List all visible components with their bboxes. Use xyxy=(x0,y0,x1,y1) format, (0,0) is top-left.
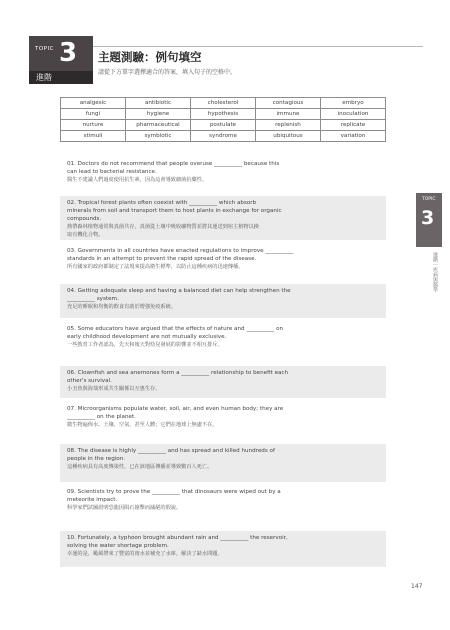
word-bank-cell: postulate xyxy=(191,120,256,131)
question-english-line: 06. Clownfish and sea anemones form a __________ relationship to benefit each xyxy=(67,370,289,376)
word-bank-cell: antibiotic xyxy=(126,98,191,109)
question-chinese-line: 醫生不建議人們過度使用抗生素，因為這會導致細菌抗藥性。 xyxy=(67,177,208,183)
question-chinese-line: 小丑魚與海葵形成共生關係以互惠生存。 xyxy=(67,386,161,392)
question-english-line: minerals from soil and transport them to host plants in exchange for organic xyxy=(67,208,282,214)
question-english-line: 10. Fortunately, a typhoon brought abundant rain and __________ the reservoir, xyxy=(67,535,288,541)
word-bank-row xyxy=(61,131,386,142)
question-chinese-line: 一些教育工作者認為，先天和後天對幼兒發展的影響並不相互排斥。 xyxy=(67,342,223,348)
page-title: 主題測驗：例句填空 xyxy=(98,50,202,64)
word-bank-cell: contagious xyxy=(256,98,321,109)
word-bank-cell: hypothesis xyxy=(191,109,256,120)
side-tab-text: 進階｜疾病與醫學 xyxy=(432,252,438,292)
word-bank-cell: ubiquitous xyxy=(256,131,321,142)
word-bank-table xyxy=(60,97,386,142)
question-english-line: can lead to bacterial resistance. xyxy=(67,169,157,175)
topic-number: 3 xyxy=(59,38,78,68)
question-chinese-line: 科學家們試圖證明恐龍因隕石撞擊而滅絕的假說。 xyxy=(67,505,182,511)
word-bank-cell: inoculation xyxy=(321,109,386,120)
side-topic-tab xyxy=(416,193,442,247)
question-english-line: standards in an attempt to prevent the rapid spread of the disease. xyxy=(67,256,257,262)
question-english-line: 02. Tropical forest plants often coexist with __________ which absorb xyxy=(67,200,257,206)
question-english-line: 01. Doctors do not recommend that people overuse __________ because this xyxy=(67,161,280,167)
question-english-line: 05. Some educators have argued that the effects of nature and __________ on xyxy=(67,326,284,332)
question-english-line: 08. The disease is highly __________ and has spread and killed hundreds of xyxy=(67,448,275,454)
side-tab-label: TOPIC xyxy=(422,197,436,202)
word-bank-row xyxy=(61,98,386,109)
question-chinese-line: 充足的睡眠和均衡的飲食有助於增強免疫系統。 xyxy=(67,304,176,310)
side-tab-number: 3 xyxy=(421,207,435,229)
question-chinese-line: 微生物遍佈水、土壤、空氣，甚至人體；它們在地球上無處不在。 xyxy=(67,422,218,428)
word-bank-cell: analgesic xyxy=(61,98,126,109)
question-english-line: 04. Getting adequate sleep and having a balanced diet can help strengthen the xyxy=(67,288,291,294)
question-item xyxy=(60,485,386,527)
question-chinese-line: 幸運的是，颱風帶來了豐富的雨水並補充了水庫，解決了缺水問題。 xyxy=(67,551,223,557)
word-bank-cell: stimuli xyxy=(61,131,126,142)
question-english-line: 03. Governments in all countries have enacted regulations to improve __________ xyxy=(67,248,294,254)
question-chinese-line: 取有機化合物。 xyxy=(67,232,104,238)
word-bank-cell: replenish xyxy=(256,120,321,131)
question-chinese-line: 熱帶森林植物通常與真菌共存，真菌從土壤中吸收礦物質並將其運送到宿主植物以換 xyxy=(67,224,259,230)
question-item xyxy=(60,322,386,358)
word-bank-cell: symbiotic xyxy=(126,131,191,142)
page-number: 147 xyxy=(411,583,423,590)
question-english-line: __________ on the planet. xyxy=(67,414,136,420)
question-item xyxy=(60,366,386,398)
word-bank-row xyxy=(61,120,386,131)
question-english-line: 07. Microorganisms populate water, soil, air, and even human body; they are xyxy=(67,406,284,412)
word-bank-cell: fungi xyxy=(61,109,126,120)
word-bank-cell: embryo xyxy=(321,98,386,109)
question-english-line: early childhood development are not mutually exclusive. xyxy=(67,334,227,340)
question-english-line: other's survival. xyxy=(67,378,112,384)
question-item xyxy=(60,196,386,240)
title-divider xyxy=(93,46,423,47)
word-bank-cell: variation xyxy=(321,131,386,142)
question-item xyxy=(60,157,386,191)
word-bank-cell: immune xyxy=(256,109,321,120)
question-english-line: meteorite impact. xyxy=(67,497,118,503)
topic-subtitle: 進階 xyxy=(36,73,52,82)
topic-subtitle-bar xyxy=(29,71,93,84)
word-bank-cell: pharmaceutical xyxy=(126,120,191,131)
topic-badge xyxy=(29,36,93,84)
question-item xyxy=(60,402,386,438)
question-english-line: people in the region. xyxy=(67,456,126,462)
question-item xyxy=(60,244,386,280)
word-bank-cell: syndrome xyxy=(191,131,256,142)
topic-label: TOPIC xyxy=(35,46,54,52)
question-item xyxy=(60,531,386,567)
instruction-text: 請從下方單字選擇適合的答案，填入句子的空格中。 xyxy=(98,69,237,76)
word-bank-row xyxy=(61,109,386,120)
word-bank-cell: hygiene xyxy=(126,109,191,120)
word-bank-cell: cholesterol xyxy=(191,98,256,109)
word-bank-cell: replicate xyxy=(321,120,386,131)
question-chinese-line: 所有國家的政府都制定了法規來提高衛生標準，以防止這種疾病的迅速傳播。 xyxy=(67,264,244,270)
word-bank-cell: nurture xyxy=(61,120,126,131)
question-english-line: 09. Scientists try to prove the __________ that dinosaurs were wiped out by a xyxy=(67,489,281,495)
question-item xyxy=(60,284,386,318)
question-english-line: __________ system. xyxy=(67,296,119,302)
question-english-line: solving the water shortage problem. xyxy=(67,543,169,549)
question-item xyxy=(60,444,386,482)
question-chinese-line: 這種疾病具有高度傳染性，已在該地區傳播並導致數百人死亡。 xyxy=(67,464,213,470)
question-english-line: compounds. xyxy=(67,216,102,222)
